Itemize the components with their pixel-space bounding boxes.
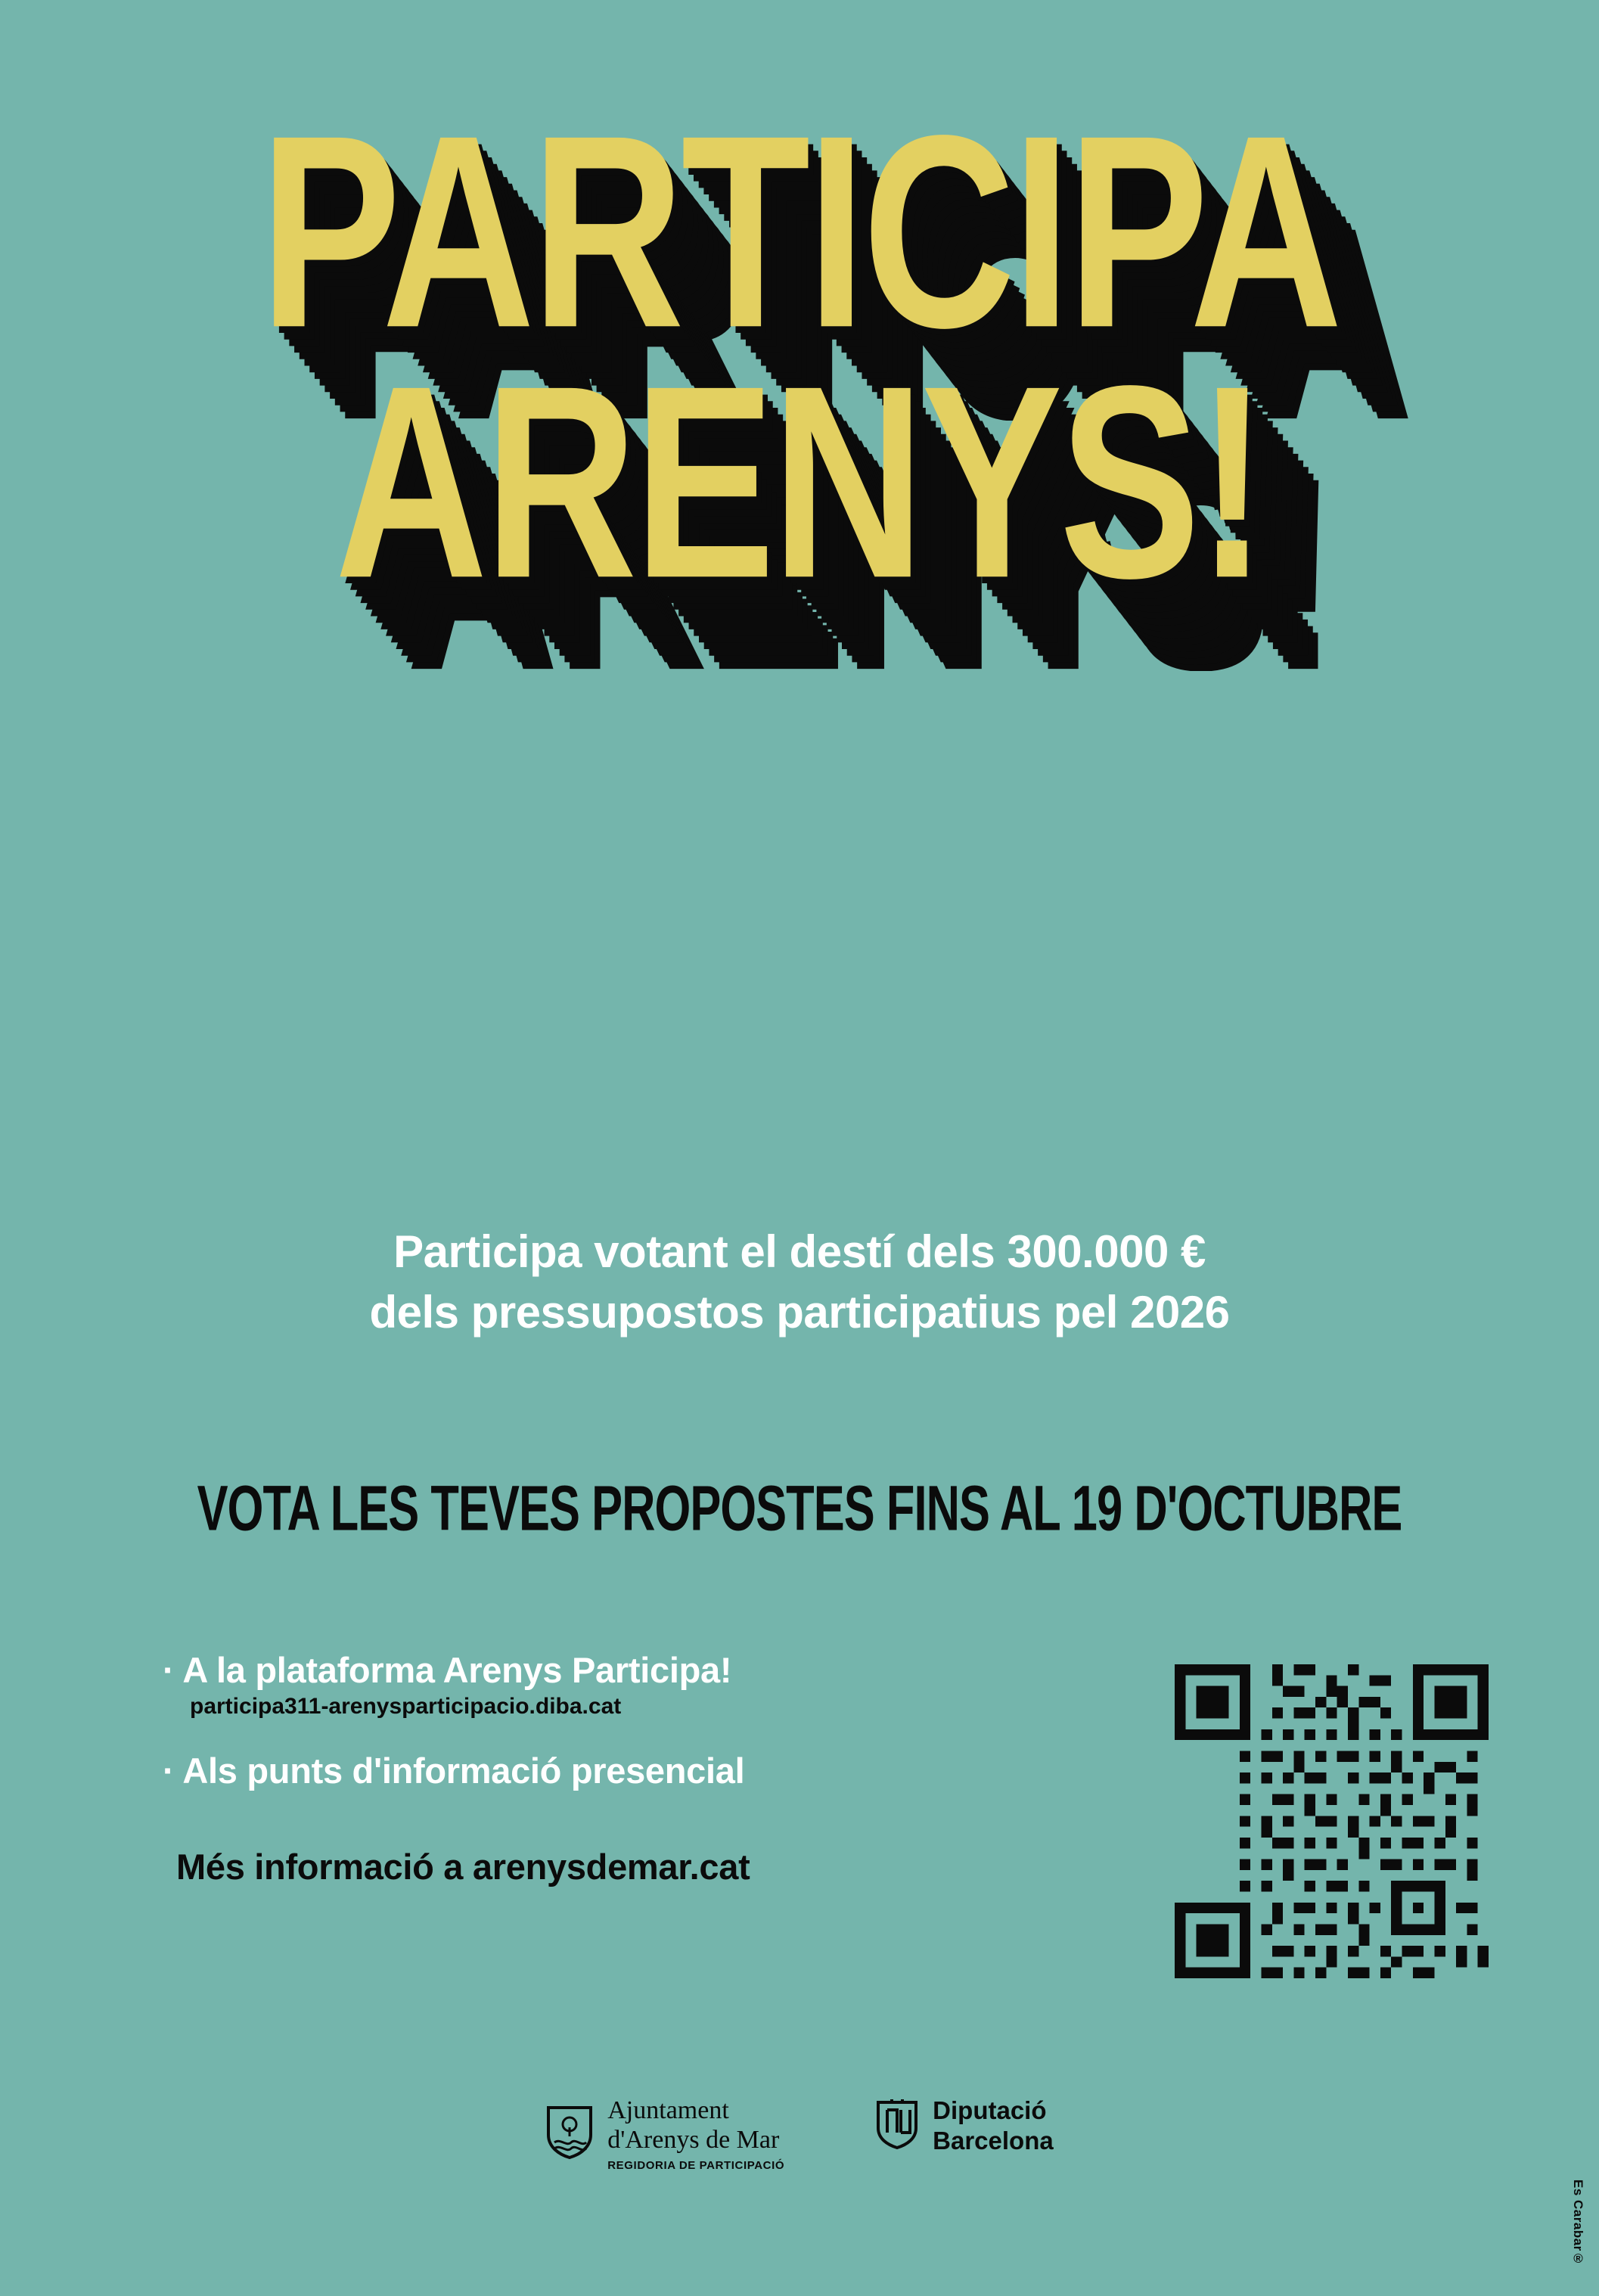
- logo-line-1: Ajuntament: [607, 2096, 729, 2124]
- bullet-marker: ·: [163, 1650, 175, 1690]
- logo-line-2: Barcelona: [933, 2126, 1054, 2155]
- platform-url[interactable]: participa311-arenysparticipacio.diba.cat: [190, 1694, 622, 1719]
- diputacio-barcelona-crest-icon: [875, 2098, 919, 2153]
- subtitle-line-2: dels pressupostos participatius pel 2026: [369, 1286, 1230, 1338]
- arenys-de-mar-crest-icon: [545, 2105, 594, 2163]
- bullet-text: A la plataforma Arenys Participa!: [182, 1650, 732, 1690]
- qr-code-icon[interactable]: [1175, 1664, 1489, 1978]
- headline-line-1: PARTICIPA: [259, 78, 1340, 385]
- list-item: [163, 1750, 1146, 1791]
- logo-diputacio-text: [933, 2096, 1054, 2155]
- headline-block: [0, 78, 1599, 635]
- headline-line-2: ARENYS!: [334, 328, 1265, 635]
- bullet-marker: ·: [163, 1751, 175, 1791]
- bullet-text: Als punts d'informació presencial: [182, 1751, 745, 1791]
- more-info-text: Més informació a arenysdemar.cat: [176, 1847, 750, 1887]
- logo-arenys-de-mar: [545, 2096, 784, 2172]
- subtitle-line-1: Participa votant el destí dels 300.000 €: [393, 1226, 1206, 1277]
- logo-arenys-text: [607, 2096, 784, 2172]
- logo-diputacio-barcelona: [875, 2096, 1054, 2155]
- designer-credit: Es Carabar®: [1571, 2179, 1585, 2266]
- logo-line-1: Diputació: [933, 2096, 1047, 2124]
- logo-bar: [0, 2096, 1599, 2172]
- list-item: [163, 1649, 1146, 1691]
- logo-subtitle: REGIDORIA DE PARTICIPACIÓ: [607, 2159, 785, 2173]
- subtitle: [0, 1222, 1599, 1343]
- logo-line-2: d'Arenys de Mar: [607, 2126, 780, 2155]
- deadline-banner: VOTA LES TEVES PROPOSTES FINS AL 19 D'OCTUBRE: [197, 1471, 1402, 1544]
- info-list: [163, 1649, 1146, 1887]
